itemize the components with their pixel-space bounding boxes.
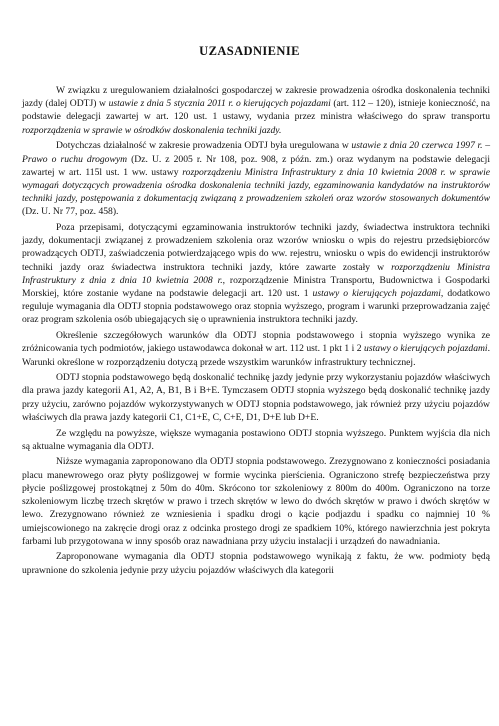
italic-citation: ustawy o kierujących pojazdami <box>364 343 488 355</box>
text-run: (art. 112 – 120), istnieje konieczność, na podstawie delegacji zawartej w art. 120 ust. 1 ustawy, wydania przez ministra właściwego do spraw transportu <box>22 98 490 123</box>
document-title: UZASADNIENIE <box>199 44 300 58</box>
text-run: Określenie szczegółowych warunków dla ODTJ stopnia podstawowego i stopnia wyższego wynika ze zróżnicowania tych podmiotów, jakiego ustawodawca dokonał w art. 112 ust. 1 pkt 1 i 2 <box>22 330 490 355</box>
paragraph-3 <box>22 221 490 327</box>
paragraph-5 <box>22 371 490 424</box>
text-run: (Dz. U. Nr 77, poz. 458). <box>22 206 119 218</box>
text-run: Poza przepisami, dotyczącymi egzaminowania instruktorów techniki jazdy, świadectwa instruktora techniki jazdy, dokumentacji związanej z prowadzeniem szkolenia oraz wzorów wniosku o wpis do rejestru przedsiębiorców prowadzących ODTJ, zaświadczenia potwierdzającego wpis do ww. rejestru, wniosku o wpis do ewidencji instruktorów techniki jazdy oraz świadectwa instruktora techniki jazdy, które zawarte zostały w <box>22 222 490 273</box>
text-run: Ze względu na powyższe, większe wymagania postawiono ODTJ stopnia wyższego. Punktem wyjścia dla nich są aktualne wymagania dla ODTJ. <box>22 427 490 452</box>
text-run: , rozporządzenie Ministra Transportu, Budownictwa i Gospodarki Morskiej, które zostanie wydane na podstawie delegacji art. 120 ust. 1 <box>22 274 490 300</box>
text-run: Zaproponowane wymagania dla ODTJ stopnia podstawowego wynikają z faktu, że ww. podmioty będą uprawnione do szkolenia jedynie przy użyciu pojazdów właściwych dla kategorii <box>22 551 490 576</box>
document-body <box>22 84 490 579</box>
text-run: Dotychczas działalność w zakresie prowadzenia ODTJ była uregulowana w <box>56 140 352 152</box>
text-run: Niższe wymagania zaproponowano dla ODTJ stopnia podstawowego. Zrezygnowano z konieczności posiadania placu manewrowego oraz płyty poślizgowej w formie wycinka pierścienia. Ograniczono strefę bezpieczeństwa przy płycie poślizgowej prostokątnej z 50m do 40m. Skrócono tor szkoleniowy z 800m do 400m. Ograniczono na torze szkoleniowym liczbę trzech skrętów w prawo i trzech skrętów w lewo do dwóch skrętów w prawo i dwóch skrętów w lewo. Zrezygnowano również ze wzniesienia i spadku drogi o kącie podjazdu i spadku co najmniej 10 % umiejscowionego na zakręcie drogi oraz z odcinka prostego drogi ze spadkiem 10%, którego nawierzchnia jest pokryta farbami lub przygotowana w inny sposób oraz nawadniana przy użyciu instalacji i urządzeń do nawadniania. <box>22 456 490 547</box>
text-run: , dodatkowo reguluje wymagania dla ODTJ stopnia podstawowego oraz stopnia wyższego, program i warunki przeprowadzania zajęć oraz program szkolenia osób ubiegających się o uprawnienia instruktora techniki jazdy. <box>22 288 490 326</box>
paragraph-1 <box>22 84 490 137</box>
italic-citation: ustawy o kierujących pojazdami <box>312 288 441 300</box>
text-run: . Warunki określone w rozporządzeniu dotyczą przede wszystkim warunków infrastruktury technicznej. <box>22 343 491 368</box>
paragraph-8 <box>22 550 490 576</box>
italic-citation: rozporządzeniu Ministra Infrastruktury z dnia z dnia 10 kwietnia 2008 r. <box>22 261 490 286</box>
italic-citation: rozporządzeniu Ministra Infrastruktury z dnia 10 kwietnia 2008 r. w sprawie wymagań dotyczących prowadzenia ośrodka doskonalenia techniki jazdy, egzaminowania kandydatów na instruktorów techniki jazdy, postępowania z dokumentacją związaną z prowadzeniem szkoleń oraz wzorów stosowanych dokumentów <box>22 166 490 205</box>
text-run: ODTJ stopnia podstawowego będą doskonalić technikę jazdy jedynie przy wykorzystaniu pojazdów właściwych dla prawa jazdy kategorii A1, A2, A, B1, B i B+E. Tymczasem ODTJ stopnia wyższego będą doskonalić technikę jazdy przy użyciu, zarówno pojazdów wykorzystywanych w ODTJ stopnia podstawowego, jak również przy użyciu pojazdów właściwych dla prawa jazdy kategorii C1, C1+E, C, C+E, D1, D+E lub D+E. <box>22 372 490 423</box>
paragraph-2 <box>22 139 490 218</box>
italic-citation: ustawie z dnia 5 stycznia 2011 r. o kierujących pojazdami <box>108 98 331 110</box>
text-run: (Dz. U. z 2005 r. Nr 108, poz. 908, z późn. zm.) oraz wydanym na podstawie delegacji zawartej w art. 115l ust. 1 ww. ustawy <box>22 153 490 178</box>
italic-citation: ustawie z dnia 20 czerwca 1997 r. – Prawo o ruchu drogowym <box>22 140 490 165</box>
text-run: W związku z uregulowaniem działalności gospodarczej w zakresie prowadzenia ośrodka doskonalenia techniki jazdy (dalej ODTJ) w <box>22 85 490 110</box>
paragraph-4 <box>22 329 490 369</box>
paragraph-7 <box>22 455 490 547</box>
italic-citation: rozporządzenia w sprawie w ośrodków doskonalenia techniki jazdy. <box>22 124 282 136</box>
paragraph-6 <box>22 427 490 453</box>
